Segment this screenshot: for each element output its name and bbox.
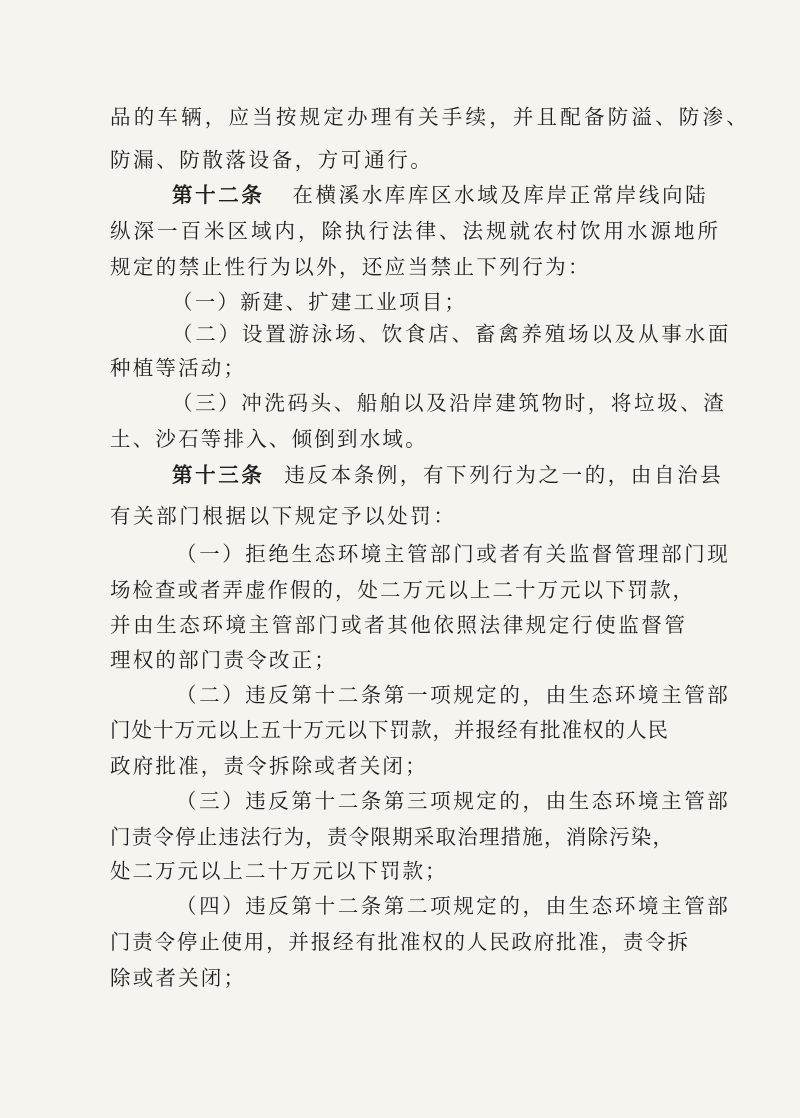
text-line: 政府批准，责令拆除或者关闭； <box>110 754 428 778</box>
text-line: 门责令停止违法行为，责令限期采取治理措施，消除污染， <box>110 825 675 849</box>
text-line: 门处十万元以上五十万元以下罚款，并报经有批准权的人民 <box>110 718 669 742</box>
list-item: （一）拒绝生态环境主管部门或者有关监督管理部门现 <box>176 542 731 566</box>
article-13-text: 违反本条例，有下列行为之一的，由自治县 <box>284 463 724 487</box>
article-13-heading: 第十三条 <box>172 463 265 487</box>
text-line: 并由生态环境主管部门或者其他依照法律规定行使监督管 <box>110 613 688 637</box>
text-line: 防漏、防散落设备，方可通行。 <box>110 148 434 172</box>
text-line: 理权的部门责令改正； <box>110 648 337 672</box>
list-item: （三）违反第十二条第三项规定的，由生态环境主管部 <box>176 789 731 813</box>
list-item: （三）冲洗码头、船舶以及沿岸建筑物时，将垃圾、渣 <box>172 391 727 415</box>
text-line: 场检查或者弄虚作假的，处二万元以上二十万元以下罚款， <box>110 578 695 602</box>
text-line: 品的车辆，应当按规定办理有关手续，并且配备防溢、防渗、 <box>110 105 750 129</box>
text-line: 纵深一百米区域内，除执行法律、法规就农村饮用水源地所 <box>110 219 721 243</box>
list-item: （四）违反第十二条第二项规定的，由生态环境主管部 <box>176 894 731 918</box>
text-line: 土、沙石等排入、倾倒到水域。 <box>110 427 428 451</box>
text-line: 规定的禁止性行为以外，还应当禁止下列行为： <box>110 255 591 279</box>
list-item: （二）设置游泳场、饮食店、畜禽养殖场以及从事水面 <box>172 322 732 346</box>
article-13-line <box>172 461 723 489</box>
article-12-heading: 第十二条 <box>172 183 265 207</box>
text-line: 种植等活动； <box>110 356 247 380</box>
list-item: （二）违反第十二条第一项规定的，由生态环境主管部 <box>176 683 731 707</box>
text-line: 除或者关闭； <box>110 966 247 990</box>
text-line: 门责令停止使用，并报经有批准权的人民政府批准，责令拆 <box>110 930 690 954</box>
text-line: 有关部门根据以下规定予以处罚： <box>110 504 457 528</box>
list-item: （一）新建、扩建工业项目； <box>172 290 468 314</box>
article-12-line <box>172 181 708 209</box>
article-12-text: 在横溪水库库区水域及库岸正常岸线向陆 <box>292 183 709 207</box>
text-line: 处二万元以上二十万元以下罚款； <box>110 859 448 883</box>
